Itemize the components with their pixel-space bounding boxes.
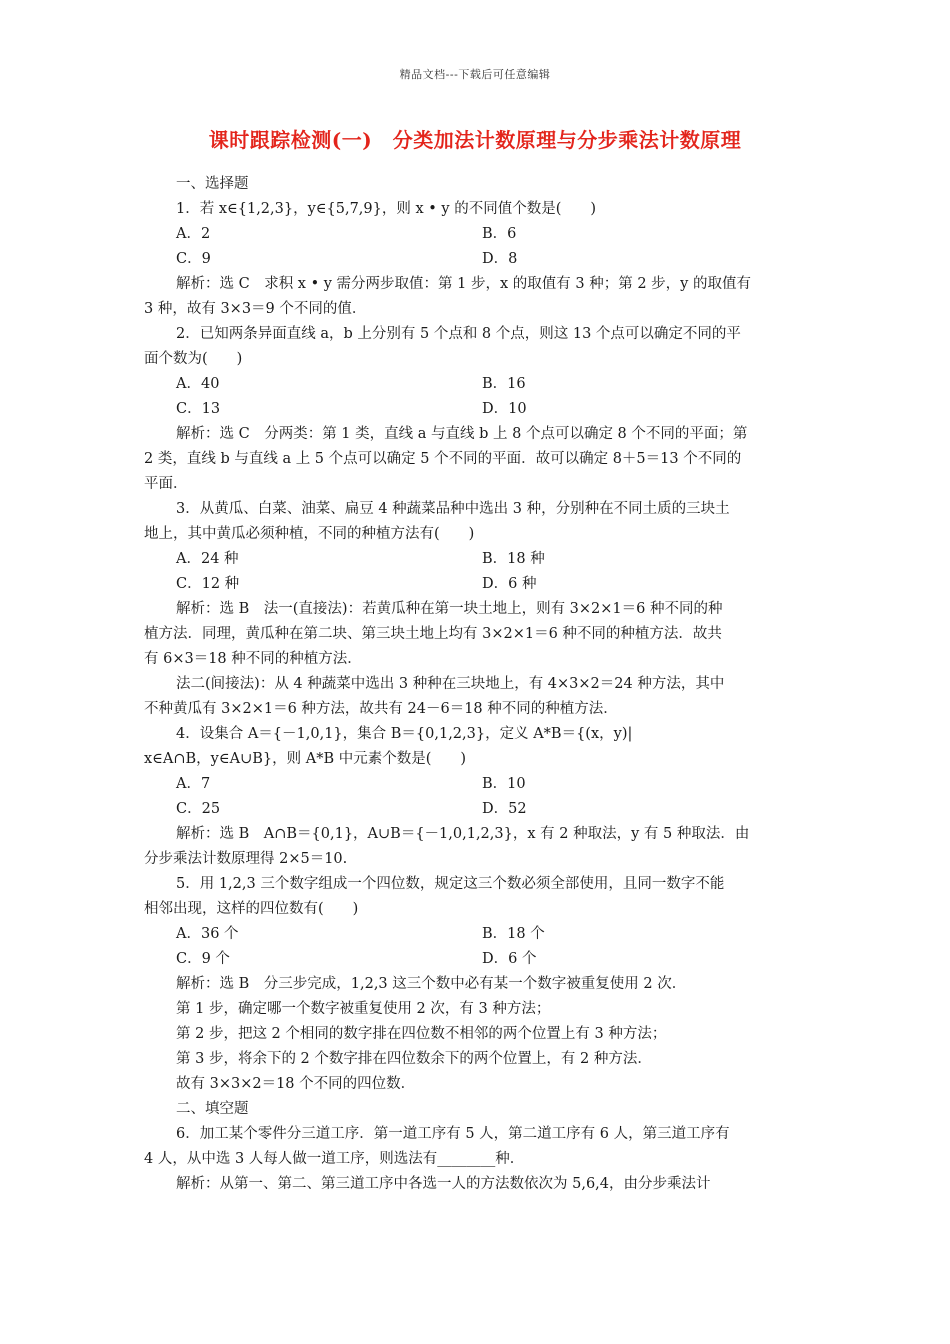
q3-option-d: D．6 种: [482, 576, 537, 592]
q1-solution-line2: 3 种，故有 3×3＝9 个不同的值．: [144, 301, 367, 317]
q2-solution-line1: 解析：选 C 分两类：第 1 类，直线 a 与直线 b 上 8 个点可以确定 8 个不同的平面；第: [176, 426, 748, 442]
q2-options-row2: [144, 397, 808, 422]
q4-stem-line2: x∈A∩B，y∈A∪B}，则 A*B 中元素个数是( ): [144, 751, 467, 767]
q4-option-d: D．52: [482, 801, 527, 817]
q1-option-c: C．9: [176, 251, 211, 267]
document-body: [144, 172, 808, 1197]
q2-option-c: C．13: [176, 401, 221, 417]
q2-solution-line3: 平面．: [144, 476, 188, 492]
q1-option-d: D．8: [482, 251, 518, 267]
q3-stem-line1: 3．从黄瓜、白菜、油菜、扁豆 4 种蔬菜品种中选出 3 种，分别种在不同土质的三块土: [176, 501, 730, 517]
q6-solution-line1: 解析：从第一、第二、第三道工序中各选一人的方法数依次为 5,6,4，由分步乘法计: [176, 1176, 711, 1192]
q5-option-b: B．18 个: [482, 926, 545, 942]
q5-stem-line1: 5．用 1,2,3 三个数字组成一个四位数，规定这三个数必须全部使用，且同一数字不能: [176, 876, 725, 892]
q1-options-row2: [144, 247, 808, 272]
q5-option-a: A．36 个: [176, 926, 239, 942]
q2-stem-line1: 2．已知两条异面直线 a，b 上分别有 5 个点和 8 个点，则这 13 个点可以确定不同的平: [176, 326, 741, 342]
q4-solution-line2: 分步乘法计数原理得 2×5＝10.: [144, 851, 348, 867]
section-heading-fill: 二、填空题: [176, 1101, 249, 1117]
q5-options-row1: [144, 922, 808, 947]
q4-option-c: C．25: [176, 801, 221, 817]
q5-options-row2: [144, 947, 808, 972]
q3-option-a: A．24 种: [176, 551, 239, 567]
q5-solution-line4: 第 3 步，将余下的 2 个数字排在四位数余下的两个位置上，有 2 种方法．: [176, 1051, 652, 1067]
section-heading-choice: 一、选择题: [176, 176, 249, 192]
q4-option-b: B．10: [482, 776, 526, 792]
q2-solution-line2: 2 类，直线 b 与直线 a 上 5 个点可以确定 5 个不同的平面．故可以确定 8＋5＝13 个不同的: [144, 451, 742, 467]
q3-stem-line2: 地上，其中黄瓜必须种植，不同的种植方法有( ): [144, 526, 475, 542]
q5-solution-line5: 故有 3×3×2＝18 个不同的四位数．: [176, 1076, 416, 1092]
q1-solution-line1: 解析：选 C 求积 x • y 需分两步取值：第 1 步，x 的取值有 3 种；第 2 步，y 的取值有: [176, 276, 751, 292]
q5-option-c: C．9 个: [176, 951, 230, 967]
q3-option-b: B．18 种: [482, 551, 545, 567]
q2-option-b: B．16: [482, 376, 526, 392]
q2-options-row1: [144, 372, 808, 397]
q3-option-c: C．12 种: [176, 576, 240, 592]
q2-option-a: A．40: [176, 376, 220, 392]
q1-option-b: B．6: [482, 226, 517, 242]
page-title: 课时跟踪检测(一) 分类加法计数原理与分步乘法计数原理: [208, 128, 742, 152]
q5-solution-line2: 第 1 步，确定哪一个数字被重复使用 2 次，有 3 种方法；: [176, 1001, 551, 1017]
q2-stem-line2: 面个数为( ): [144, 351, 243, 367]
q6-stem-line1: 6．加工某个零件分三道工序．第一道工序有 5 人，第二道工序有 6 人，第三道工序有: [176, 1126, 730, 1142]
q3-solution-line4: 法二(间接法)：从 4 种蔬菜中选出 3 种种在三块地上，有 4×3×2＝24 种方法，其中: [176, 676, 725, 692]
q3-solution-line3: 有 6×3＝18 种不同的种植方法．: [144, 651, 362, 667]
q5-stem-line2: 相邻出现，这样的四位数有( ): [144, 901, 359, 917]
q4-solution-line1: 解析：选 B A∩B＝{0,1}，A∪B＝{－1,0,1,2,3}，x 有 2 种取法，y 有 5 种取法．由: [176, 826, 750, 842]
q3-solution-line5: 不种黄瓜有 3×2×1＝6 种方法，故共有 24－6＝18 种不同的种植方法．: [144, 701, 618, 717]
q5-option-d: D．6 个: [482, 951, 537, 967]
q1-options-row1: [144, 222, 808, 247]
q1-stem: 1．若 x∈{1,2,3}，y∈{5,7,9}，则 x • y 的不同值个数是( ): [176, 201, 597, 217]
q4-stem-line1: 4．设集合 A＝{－1,0,1}，集合 B＝{0,1,2,3}，定义 A*B＝{(x，y)|: [176, 726, 633, 742]
q3-options-row1: [144, 547, 808, 572]
q5-solution-line3: 第 2 步，把这 2 个相同的数字排在四位数不相邻的两个位置上有 3 种方法；: [176, 1026, 667, 1042]
q3-solution-line1: 解析：选 B 法一(直接法)：若黄瓜种在第一块土地上，则有 3×2×1＝6 种不同的种: [176, 601, 723, 617]
q3-solution-line2: 植方法．同理，黄瓜种在第二块、第三块土地上均有 3×2×1＝6 种不同的种植方法．故共: [144, 626, 722, 642]
page-header: 精品文档---下载后可任意编辑: [399, 68, 551, 81]
q6-stem-line2: 4 人，从中选 3 人每人做一道工序，则选法有________种．: [144, 1151, 525, 1167]
q4-option-a: A．7: [176, 776, 211, 792]
q4-options-row2: [144, 797, 808, 822]
q3-options-row2: [144, 572, 808, 597]
q4-options-row1: [144, 772, 808, 797]
q2-option-d: D．10: [482, 401, 527, 417]
q1-option-a: A．2: [176, 226, 211, 242]
q5-solution-line1: 解析：选 B 分三步完成，1,2,3 这三个数中必有某一个数字被重复使用 2 次．: [176, 976, 687, 992]
